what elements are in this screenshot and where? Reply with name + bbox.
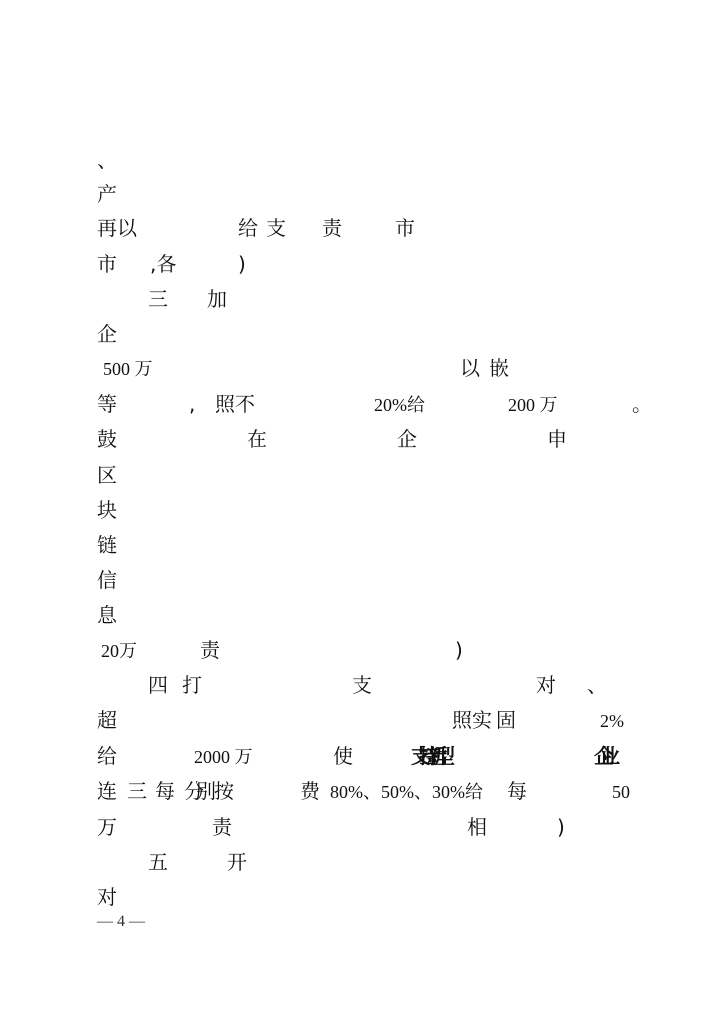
text-fragment: 、 xyxy=(97,148,117,172)
text-fragment: 使 xyxy=(333,744,353,768)
text-fragment: 固 xyxy=(496,708,516,732)
text-fragment: 以 xyxy=(460,356,480,380)
text-fragment: 、 xyxy=(587,673,607,697)
text-fragment: 20%给 xyxy=(374,395,425,415)
text-fragment: ) xyxy=(238,252,246,276)
text-fragment: 照不 xyxy=(215,392,255,416)
text-fragment: ) xyxy=(455,638,463,662)
text-fragment: 相 xyxy=(467,815,487,839)
text-fragment: , xyxy=(189,392,196,416)
text-fragment: 给 xyxy=(238,216,258,240)
text-fragment: 责 xyxy=(200,638,220,662)
text-fragment: 三 xyxy=(148,287,168,311)
text-fragment: 50 xyxy=(612,782,630,802)
text-fragment: 市 xyxy=(97,252,117,276)
text-fragment: 区 xyxy=(97,463,117,487)
text-fragment: 给 xyxy=(97,744,117,768)
text-fragment: 对 xyxy=(536,673,556,697)
text-fragment: 在 xyxy=(247,427,267,451)
text-fragment: 每 xyxy=(155,779,175,803)
text-fragment: 五 xyxy=(148,850,168,874)
text-fragment: 责 xyxy=(212,815,232,839)
text-fragment: 500 万 xyxy=(103,359,153,379)
text-fragment: 加 xyxy=(207,287,227,311)
text-fragment: 开 xyxy=(227,850,247,874)
text-fragment: 80%、50%、30%给 xyxy=(330,782,483,802)
text-fragment: 产 xyxy=(97,182,117,206)
text-fragment: 再以 xyxy=(97,216,137,240)
text-fragment: 2% xyxy=(600,711,624,731)
text-fragment: 200 万 xyxy=(508,395,558,415)
text-fragment: 照实 xyxy=(452,708,492,732)
text-fragment: 。 xyxy=(632,392,652,416)
text-fragment: 2000 万 xyxy=(194,747,253,767)
text-fragment: 支持新型 xyxy=(411,744,443,768)
text-fragment: 企 xyxy=(397,427,417,451)
text-fragment: 申 xyxy=(547,427,567,451)
text-fragment: 超 xyxy=(97,708,117,732)
text-fragment: 块 xyxy=(97,498,117,522)
text-fragment: 每 xyxy=(507,779,527,803)
text-fragment: 打 xyxy=(182,673,202,697)
text-fragment: ) xyxy=(557,815,565,839)
text-fragment: 20万 xyxy=(101,641,137,661)
text-fragment: 三 xyxy=(127,779,147,803)
text-fragment: 连 xyxy=(97,779,117,803)
text-fragment: 按 xyxy=(214,779,234,803)
text-fragment: 企 xyxy=(97,322,117,346)
text-fragment: 鼓 xyxy=(97,427,117,451)
text-fragment: 万 xyxy=(97,815,117,839)
text-fragment: 信 xyxy=(97,568,117,592)
text-fragment: 嵌 xyxy=(489,356,509,380)
text-fragment: 链 xyxy=(97,533,117,557)
text-fragment: 息 xyxy=(97,603,117,627)
text-fragment: 责 xyxy=(322,216,342,240)
text-fragment: 支 xyxy=(266,216,286,240)
text-fragment: 对 xyxy=(97,885,117,909)
text-fragment: 分别 xyxy=(184,779,208,803)
page-number: — 4 — xyxy=(97,913,145,930)
text-fragment: ,各 xyxy=(150,252,177,276)
text-fragment: 四 xyxy=(148,673,168,697)
text-fragment: 费 xyxy=(300,779,320,803)
text-fragment: 等 xyxy=(97,392,117,416)
text-fragment: 企业 xyxy=(594,744,606,768)
text-fragment: 市 xyxy=(395,216,415,240)
text-fragment: 支 xyxy=(352,673,372,697)
